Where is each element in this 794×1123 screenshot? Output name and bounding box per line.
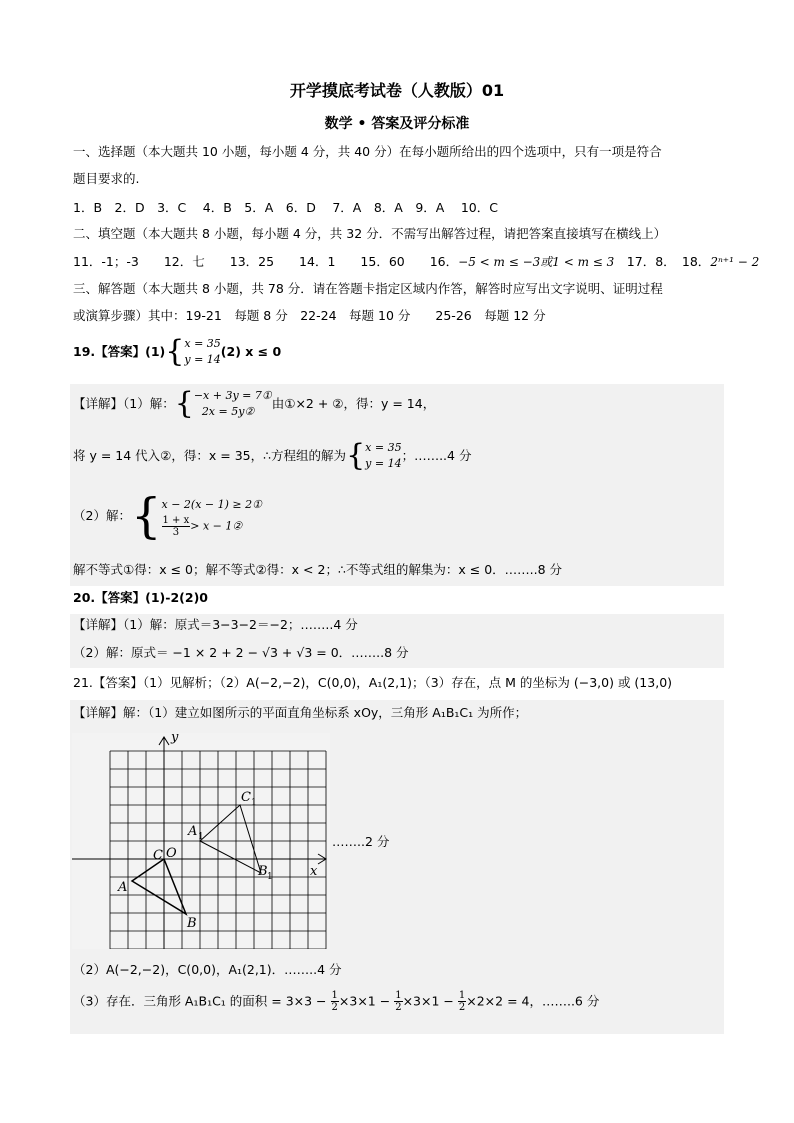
q19-equation-system: −x + 3y = 7① 2x = 5y② — [193, 389, 272, 418]
section2-answers — [73, 253, 760, 271]
label-C: C — [153, 848, 163, 863]
label-B1: B — [258, 864, 268, 879]
q21-detail3: （3）存在．三角形 A₁B₁C₁ 的面积 = 3×3 − $\frac{1}{2}$ ×3×1 − $\frac{1}{2}$ ×3×1 − $\frac{1}{2}$ ×2×2 = 4，……..6 分 — [73, 990, 600, 1013]
q19-detail-line2: 将 y = 14 代入②，得：x = 35，∴方程组的解为{ x = 35 y = 14 ；……..4 分 — [73, 438, 472, 473]
section2-answers-part2: 17．8． 18． — [614, 254, 711, 269]
answer-18: 2ⁿ⁺¹ − 2 — [710, 255, 760, 269]
label-A1: A — [188, 824, 198, 839]
section3-header: 三、解答题（本大题共 8 小题，共 78 分．请在答题卡指定区域内作答，解答时应写出文字说明、证明过程 — [73, 281, 663, 296]
triangle-ABC — [132, 859, 186, 914]
section2-answers-part: 11．-1；-3 12．七 13．25 14．1 15．60 16． — [73, 254, 459, 269]
q19-answer-part2: (2) x ≤ 0 — [220, 344, 282, 359]
label-y: y — [171, 733, 179, 745]
q19-conclusion: 解不等式①得：x ≤ 0；解不等式②得：x < 2；∴不等式组的解集为：x ≤ 0．……..8 分 — [73, 562, 563, 577]
page-title: 开学摸底考试卷（人教版）01 — [289, 81, 505, 100]
q19-detail-part2: （2）解：{ x − 2(x − 1) ≥ 2① $\frac{1 + x}{3}$ > x − 1② — [73, 488, 262, 544]
section2-header: 二、填空题（本大题共 8 小题，每小题 4 分，共 32 分．不需写出解答过程，请把答案直接填写在横线上） — [73, 226, 667, 241]
q19-answer: 19.【答案】(1){ x = 35 y = 14 (2) x ≤ 0 — [73, 334, 282, 369]
triangle-A1B1C1 — [200, 805, 261, 873]
q20-detail1: 【详解】（1）解：原式＝3−3−2＝−2；……..4 分 — [73, 617, 358, 632]
svg-text:1: 1 — [251, 798, 257, 808]
coordinate-figure — [72, 733, 330, 949]
q21-detail2: （2）A(−2,−2)，C(0,0)，A₁(2,1)．……..4 分 — [73, 962, 342, 977]
label-B: B — [187, 916, 197, 931]
answer-16: −5 < m ≤ −3或1 < m ≤ 3 — [458, 255, 615, 269]
q19-detail-line1: 【详解】（1）解：{ −x + 3y = 7① 2x = 5y② 由①×2 + ②，得：y = 14， — [73, 386, 436, 421]
q21-score-figure: ……..2 分 — [332, 834, 390, 849]
label-O: O — [166, 846, 177, 861]
section1-header-cont: 题目要求的. — [73, 171, 140, 186]
q20-answer: 20.【答案】(1)-2(2)0 — [73, 590, 208, 605]
q19-answer-system: x = 35 y = 14 — [184, 337, 221, 366]
q21-detail1: 【详解】解：（1）建立如图所示的平面直角坐标系 xOy，三角形 A₁B₁C₁ 为所作； — [73, 705, 528, 720]
svg-text:1: 1 — [198, 832, 204, 842]
q19-step1: 由①×2 + ②，得：y = 14， — [271, 396, 436, 411]
section3-header-cont: 或演算步骤）其中：19-21 每题 8 分 22-24 每题 10 分 25-26 每题 12 分 — [73, 308, 546, 323]
section1-answers: 1．B 2．D 3．C 4．B 5．A 6．D 7．A 8．A 9．A 10．C — [73, 200, 498, 215]
label-C1: C — [241, 790, 251, 805]
q20-detail2: （2）解：原式＝ −1 × 2 + 2 − √3 + √3 = 0．……..8 分 — [73, 645, 409, 660]
q19-answer-label: 19.【答案】(1) — [73, 344, 166, 359]
section1-header: 一、选择题（本大题共 10 小题，每小题 4 分，共 40 分）在每小题所给出的四个选项中，只有一项是符合 — [73, 144, 662, 159]
q21-answer: 21.【答案】（1）见解析；（2）A(−2,−2)，C(0,0)，A₁(2,1)；（3）存在，点 M 的坐标为 (−3,0) 或 (13,0) — [73, 675, 673, 690]
page-subtitle: 数学 • 答案及评分标准 — [324, 116, 470, 132]
q19-inequality-system: x − 2(x − 1) ≥ 2① $\frac{1 + x}{3}$ > x − 1② — [161, 497, 262, 538]
coordinate-grid-svg — [72, 733, 330, 949]
label-A: A — [118, 880, 128, 895]
svg-text:1: 1 — [267, 872, 273, 882]
label-x: x — [310, 864, 318, 879]
